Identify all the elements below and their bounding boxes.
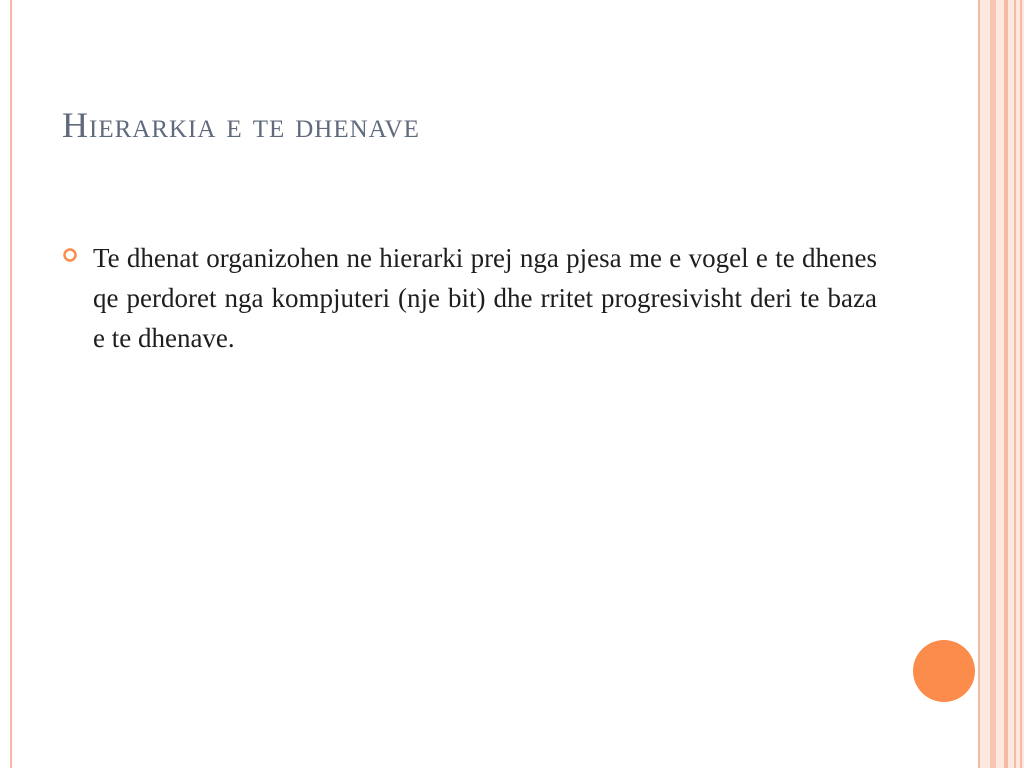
slide-title: Hierarkia e te dhenave — [62, 105, 420, 145]
right-stripe — [1014, 0, 1016, 768]
decorative-orange-circle — [913, 640, 975, 702]
right-stripe — [990, 0, 996, 768]
left-border-line — [10, 0, 12, 768]
right-stripe — [1020, 0, 1022, 768]
bullet-text: Te dhenat organizohen ne hierarki prej nga pjesa me e vogel e te dhenes qe perdoret nga kompjuteri (nje bit) dhe rritet progresivisht deri te baza e te dhenave. — [93, 243, 877, 353]
right-stripe — [978, 0, 980, 768]
circle-bullet-icon — [62, 247, 78, 263]
right-stripe — [1004, 0, 1008, 768]
right-decorative-panel — [978, 0, 1024, 768]
